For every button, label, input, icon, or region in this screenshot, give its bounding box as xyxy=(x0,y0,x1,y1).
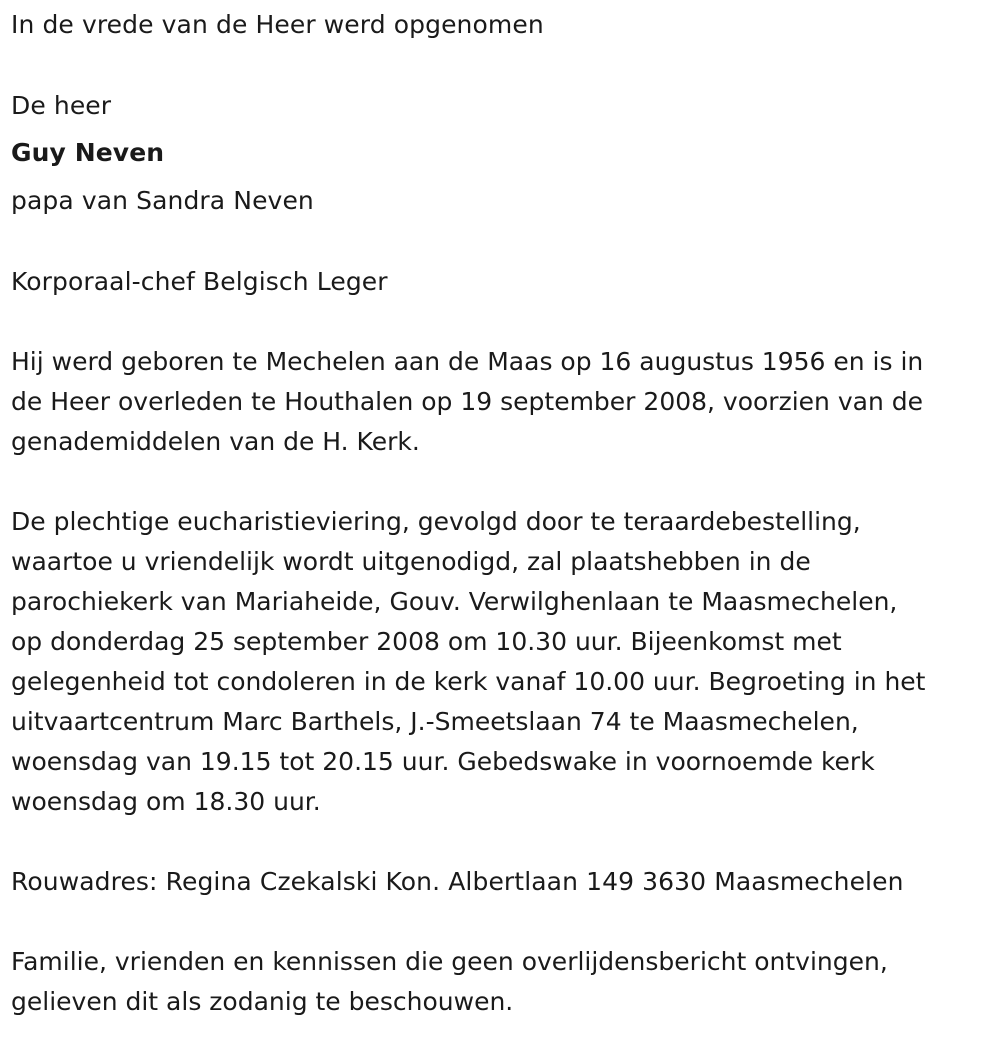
rank-line: Korporaal-chef Belgisch Leger xyxy=(11,267,388,296)
ceremony-paragraph xyxy=(11,502,996,822)
paragraph-line: Hij werd geboren te Mechelen aan de Maas op 16 augustus 1956 en is in xyxy=(11,347,924,376)
paragraph-line: genademiddelen van de H. Kerk. xyxy=(11,427,420,456)
paragraph-line: de Heer overleden te Houthalen op 19 september 2008, voorzien van de xyxy=(11,387,923,416)
mourning-address: Rouwadres: Regina Czekalski Kon. Albertlaan 149 3630 Maasmechelen xyxy=(11,867,904,896)
birth-death-paragraph xyxy=(11,342,996,462)
closing-paragraph xyxy=(11,942,996,1022)
intro-line: In de vrede van de Heer werd opgenomen xyxy=(11,10,544,39)
paragraph-line: gelegenheid tot condoleren in de kerk vanaf 10.00 uur. Begroeting in het xyxy=(11,667,926,696)
paragraph-line: gelieven dit als zodanig te beschouwen. xyxy=(11,987,514,1016)
salutation: De heer xyxy=(11,91,112,120)
paragraph-line: parochiekerk van Mariaheide, Gouv. Verwilghenlaan te Maasmechelen, xyxy=(11,587,898,616)
deceased-name: Guy Neven xyxy=(11,138,165,167)
paragraph-line: De plechtige eucharistieviering, gevolgd door te teraardebestelling, xyxy=(11,507,861,536)
paragraph-line: woensdag van 19.15 tot 20.15 uur. Gebedswake in voornoemde kerk xyxy=(11,747,875,776)
paragraph-line: uitvaartcentrum Marc Barthels, J.-Smeetslaan 74 te Maasmechelen, xyxy=(11,707,859,736)
relation-line: papa van Sandra Neven xyxy=(11,186,314,215)
paragraph-line: woensdag om 18.30 uur. xyxy=(11,787,321,816)
paragraph-line: Familie, vrienden en kennissen die geen overlijdensbericht ontvingen, xyxy=(11,947,888,976)
paragraph-line: op donderdag 25 september 2008 om 10.30 uur. Bijeenkomst met xyxy=(11,627,842,656)
paragraph-line: waartoe u vriendelijk wordt uitgenodigd, zal plaatshebben in de xyxy=(11,547,811,576)
